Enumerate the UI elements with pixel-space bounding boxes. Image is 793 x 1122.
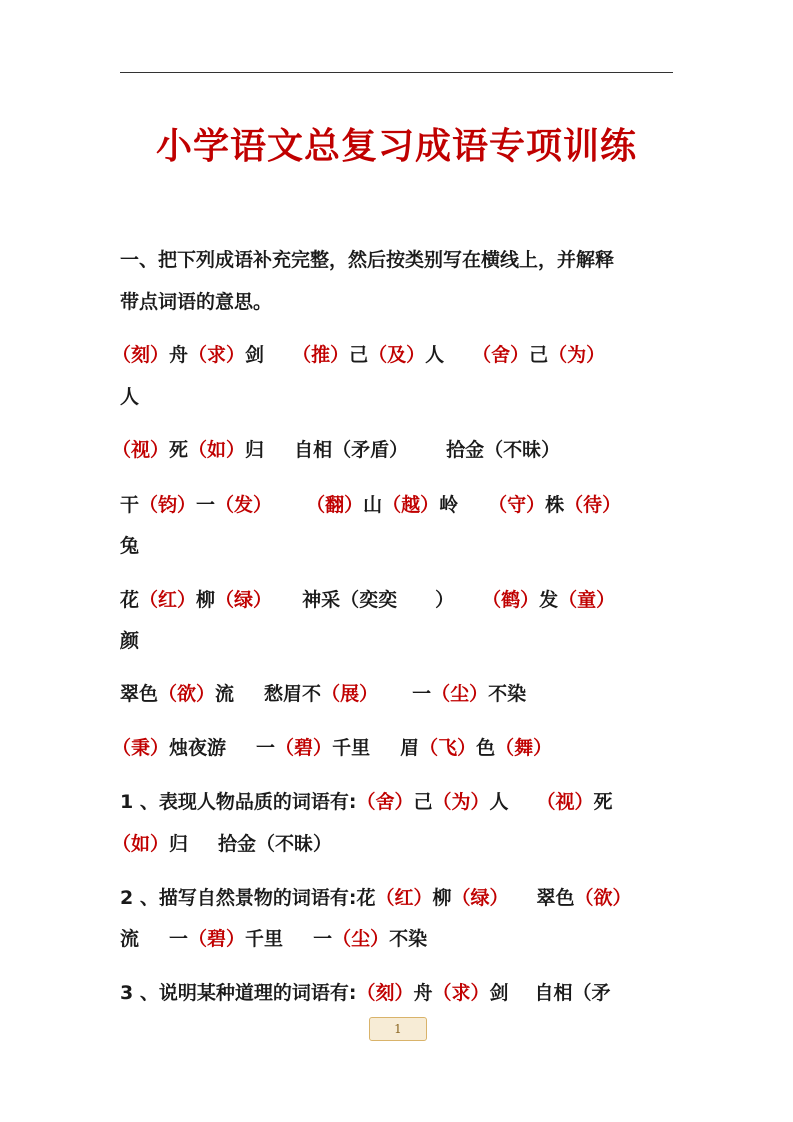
answer-line-2 [120, 885, 680, 911]
idiom-char: 人 [425, 344, 445, 366]
idiom-char: 归 [169, 833, 189, 855]
idiom-char: 一 [169, 928, 189, 950]
answer-line-1-cont [112, 831, 672, 857]
idiom-row-3 [120, 492, 680, 518]
answer-label: 1 、表现人物品质的词语有: [120, 791, 357, 813]
idiom-char: 己 [349, 344, 369, 366]
idiom-item: 自相（矛 [534, 982, 611, 1004]
idiom-char: 岭 [439, 494, 459, 516]
idiom-char: 色 [476, 737, 496, 759]
idiom-char: 山 [363, 494, 383, 516]
idiom-char: 流 [120, 928, 140, 950]
idiom-char: 己 [413, 791, 433, 813]
idiom-char: 株 [545, 494, 565, 516]
idiom-blank: （红） [139, 589, 197, 611]
idiom-blank: （视） [536, 791, 594, 813]
idiom-char: 柳 [432, 887, 452, 909]
idiom-row-2 [112, 437, 672, 463]
idiom-char: 人 [489, 791, 509, 813]
idiom-char: 一 [196, 494, 216, 516]
idiom-row-4 [120, 587, 680, 613]
idiom-blank: （尘） [332, 928, 390, 950]
idiom-char: 一 [313, 928, 333, 950]
idiom-blank: （发） [215, 494, 273, 516]
idiom-char: 剑 [489, 982, 509, 1004]
idiom-char: 柳 [196, 589, 216, 611]
idiom-char: 烛夜游 [169, 737, 227, 759]
idiom-blank: （及） [368, 344, 426, 366]
idiom-blank: （刻） [112, 344, 170, 366]
answer-label: 3 、说明某种道理的词语有: [120, 982, 357, 1004]
idiom-blank: （如） [112, 833, 170, 855]
idiom-blank: （红） [375, 887, 433, 909]
idiom-blank: （为） [548, 344, 606, 366]
idiom-item: 拾金（不昧） [446, 439, 561, 461]
idiom-item: 自相（矛盾） [294, 439, 409, 461]
answer-line-2-cont [120, 926, 680, 952]
idiom-blank: （钧） [139, 494, 197, 516]
idiom-blank: （刻） [356, 982, 414, 1004]
page-title: 小学语文总复习成语专项训练 [155, 126, 637, 167]
idiom-blank: （舍） [356, 791, 414, 813]
idiom-char: 人 [120, 386, 140, 408]
idiom-char: 一 [412, 683, 432, 705]
idiom-char: 流 [215, 683, 235, 705]
idiom-blank: （碧） [275, 737, 333, 759]
idiom-blank: （视） [112, 439, 170, 461]
idiom-char: 千里 [245, 928, 284, 950]
idiom-char: 死 [169, 439, 189, 461]
idiom-blank: （舞） [495, 737, 553, 759]
idiom-blank: （欲） [574, 887, 632, 909]
idiom-char: 一 [256, 737, 276, 759]
idiom-blank: （展） [321, 683, 379, 705]
idiom-char: 不染 [389, 928, 428, 950]
idiom-blank: （越） [382, 494, 440, 516]
idiom-blank: （如） [188, 439, 246, 461]
idiom-char: 颜 [120, 630, 140, 652]
idiom-row-6 [112, 735, 672, 761]
idiom-blank: （求） [188, 344, 246, 366]
idiom-char: 不染 [488, 683, 527, 705]
idiom-char: 千里 [332, 737, 371, 759]
idiom-blank: （欲） [158, 683, 216, 705]
idiom-char: 发 [539, 589, 559, 611]
idiom-blank: （鹤） [482, 589, 540, 611]
idiom-char: 干 [120, 494, 140, 516]
page-number: 1 [369, 1017, 427, 1041]
idiom-row-1 [112, 342, 672, 368]
idiom-char: 花 [120, 589, 140, 611]
idiom-blank: （翻） [306, 494, 364, 516]
idiom-blank: （尘） [431, 683, 489, 705]
idiom-char: 眉 [400, 737, 420, 759]
answer-label: 2 、描写自然景物的词语有: [120, 887, 357, 909]
idiom-row-5 [120, 681, 680, 707]
instruction-line-1: 一、把下列成语补充完整，然后按类别写在横线上，并解释 [120, 249, 615, 271]
idiom-blank: （飞） [419, 737, 477, 759]
idiom-char: 舟 [413, 982, 433, 1004]
idiom-blank: （推） [292, 344, 350, 366]
idiom-item: 拾金（不昧） [218, 833, 333, 855]
idiom-char: 翠色 [120, 683, 159, 705]
idiom-blank: （待） [564, 494, 622, 516]
idiom-char: 剑 [245, 344, 265, 366]
idiom-char: 死 [593, 791, 613, 813]
idiom-char: 己 [529, 344, 549, 366]
idiom-char: 归 [245, 439, 265, 461]
idiom-blank: （碧） [188, 928, 246, 950]
idiom-blank: （秉） [112, 737, 170, 759]
idiom-blank: （绿） [215, 589, 273, 611]
idiom-blank: （为） [432, 791, 490, 813]
idiom-char: 翠色 [536, 887, 575, 909]
idiom-blank: （童） [558, 589, 616, 611]
idiom-blank: （舍） [472, 344, 530, 366]
idiom-char: 愁眉不 [264, 683, 322, 705]
idiom-blank: （求） [432, 982, 490, 1004]
idiom-char: 舟 [169, 344, 189, 366]
idiom-blank: （绿） [451, 887, 509, 909]
idiom-blank: （守） [488, 494, 546, 516]
instruction-line-2: 带点词语的意思。 [120, 291, 273, 313]
idiom-char: 花 [356, 887, 376, 909]
idiom-item: 神采（奕奕 ） [302, 589, 455, 611]
header-rule [120, 72, 673, 73]
idiom-char: 兔 [120, 535, 140, 557]
answer-line-1 [120, 789, 680, 815]
answer-line-3 [120, 980, 680, 1006]
